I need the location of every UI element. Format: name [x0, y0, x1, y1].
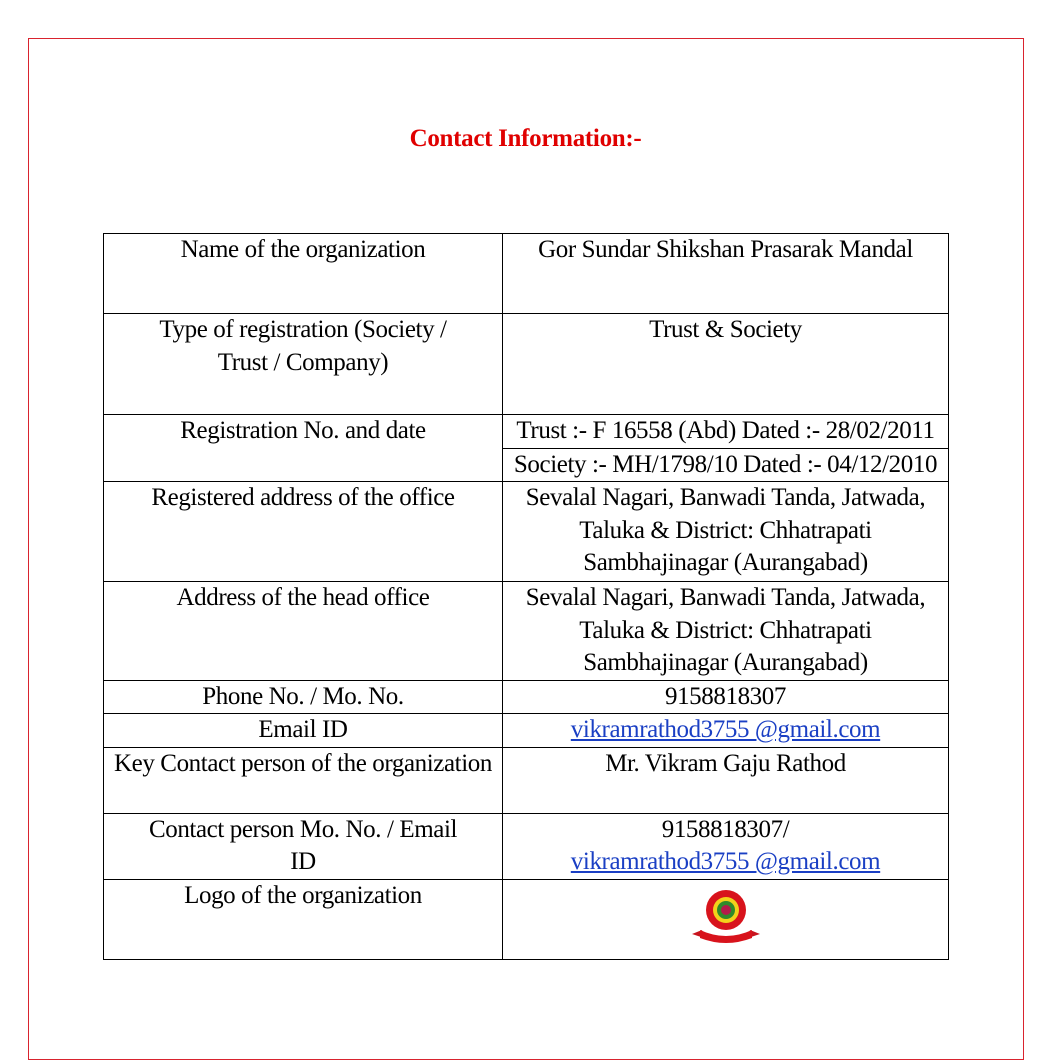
row-label: Type of registration (Society / Trust / Company): [104, 314, 503, 415]
row-value: Trust :- F 16558 (Abd) Dated :- 28/02/2011: [503, 415, 949, 449]
page-title: Contact Information:-: [409, 125, 642, 152]
row-label: Address of the head office: [104, 582, 503, 681]
table-row: [104, 714, 949, 748]
row-value: 9158818307: [503, 680, 949, 714]
row-value: [503, 714, 949, 748]
table-row: [104, 482, 949, 582]
row-value: Mr. Vikram Gaju Rathod: [503, 747, 949, 813]
table-row: [104, 747, 949, 813]
row-value: Gor Sundar Shikshan Prasarak Mandal: [503, 234, 949, 314]
table-row: [104, 813, 949, 879]
contact-email-link[interactable]: vikramrathod3755 @gmail.com: [570, 848, 881, 875]
table-row: [104, 415, 949, 449]
contact-phone: 9158818307/: [661, 815, 790, 843]
table-row: [104, 582, 949, 681]
row-value: Trust & Society: [503, 314, 949, 415]
row-label: Email ID: [104, 714, 503, 748]
table-row: [104, 234, 949, 314]
organization-logo-icon: [686, 886, 766, 950]
row-label: Registered address of the office: [104, 482, 503, 582]
contact-info-table: [103, 233, 949, 960]
row-value: Society :- MH/1798/10 Dated :- 04/12/2010: [503, 448, 949, 482]
table-row: [104, 680, 949, 714]
row-value: Sevalal Nagari, Banwadi Tanda, Jatwada, Taluka & District: Chhatrapati Sambhajinagar (Aurangabad): [503, 582, 949, 681]
row-value: [503, 813, 949, 879]
row-label: Key Contact person of the organization: [104, 747, 503, 813]
row-value: Sevalal Nagari, Banwadi Tanda, Jatwada, Taluka & District: Chhatrapati Sambhajinagar (Aurangabad): [503, 482, 949, 582]
row-label: Phone No. / Mo. No.: [104, 680, 503, 714]
row-value: [503, 879, 949, 960]
row-label: Name of the organization: [104, 234, 503, 314]
row-label: Registration No. and date: [104, 415, 503, 482]
table-row: [104, 879, 949, 960]
email-link[interactable]: vikramrathod3755 @gmail.com: [570, 716, 881, 743]
row-label: Logo of the organization: [104, 879, 503, 960]
row-label: Contact person Mo. No. / Email ID: [104, 813, 503, 879]
table-row: [104, 314, 949, 415]
